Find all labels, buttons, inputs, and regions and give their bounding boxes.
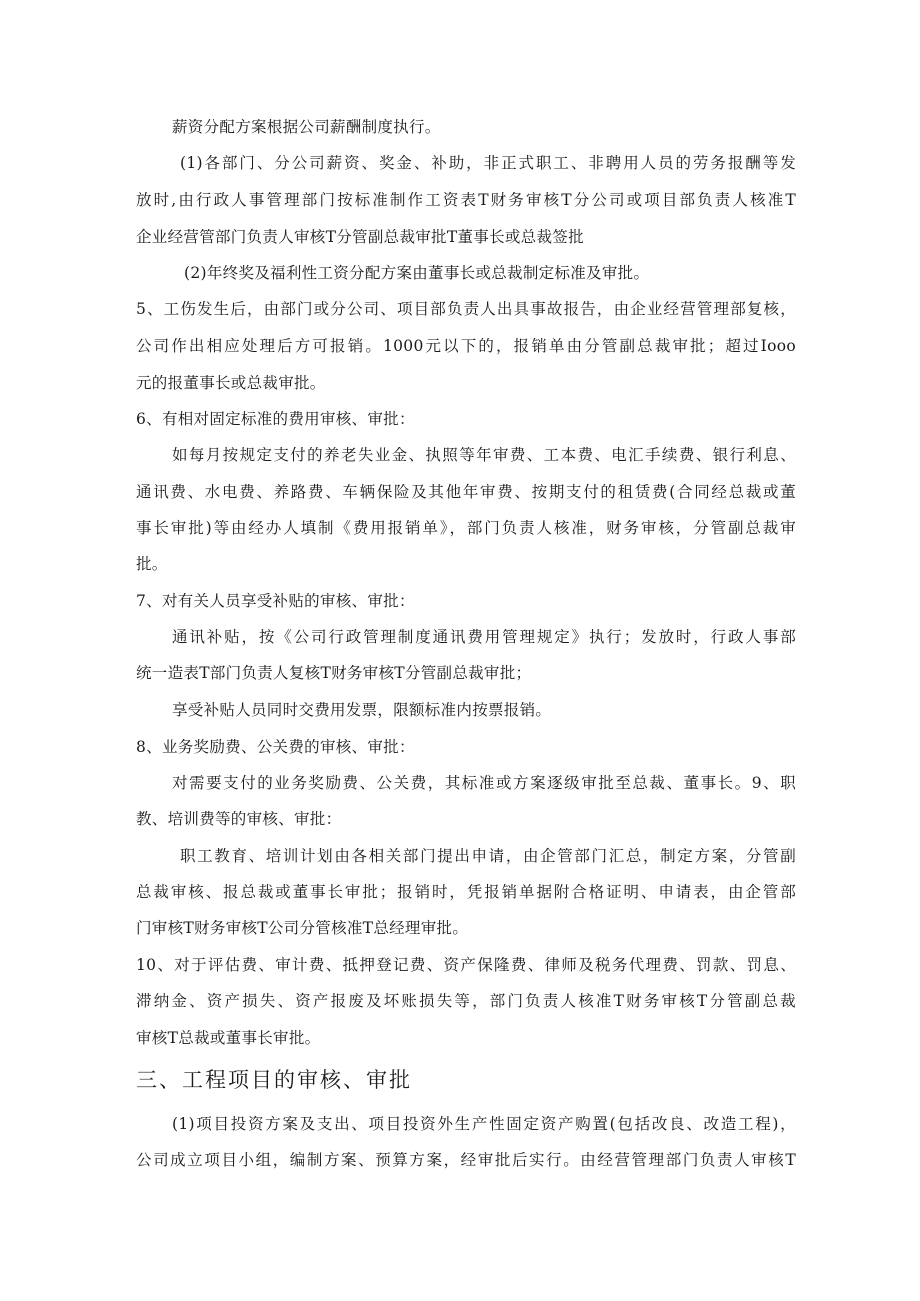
section-heading: 三、工程项目的审核、审批	[136, 1068, 412, 1092]
text-line: 公司作出相应处理后方可报销。1000元以下的，报销单由分管副总裁审批；超过Iooo	[136, 337, 796, 355]
text-line: (1)各部门、分公司薪资、奖金、补助，非正式职工、非聘用人员的劳务报酬等发	[180, 154, 796, 172]
text-line: 事长审批)等由经办人填制《费用报销单》，部门负责人核准，财务审核，分管副总裁审	[136, 519, 796, 537]
text-line: 7、对有关人员享受补贴的审核、审批：	[136, 592, 415, 610]
text-line: 审核T总裁或董事长审批。	[136, 1029, 321, 1047]
text-line: 企业经营管部门负责人审核T分管副总裁审批T董事长或总裁签批	[136, 228, 584, 246]
text-line: 职工教育、培训计划由各相关部门提出申请，由企管部门汇总，制定方案，分管副	[180, 847, 796, 865]
text-line: 享受补贴人员同时交费用发票，限额标准内按票报销。	[172, 701, 552, 719]
text-line: 如每月按规定支付的养老失业金、执照等年审费、工本费、电汇手续费、银行利息、	[172, 446, 796, 464]
text-line: 对需要支付的业务奖励费、公关费，其标准或方案逐级审批至总裁、董事长。9、职	[172, 774, 796, 792]
text-line: 元的报董事长或总裁审批。	[136, 374, 326, 392]
text-line: 滞纳金、资产损失、资产报废及坏账损失等，部门负责人核准T财务审核T分管副总裁	[136, 992, 796, 1010]
text-line: 通讯补贴，按《公司行政管理制度通讯费用管理规定》执行；发放时，行政人事部	[172, 628, 796, 646]
text-line: (1)项目投资方案及支出、项目投资外生产性固定资产购置(包括改良、改造工程)，	[172, 1115, 796, 1133]
text-line: 总裁审核、报总裁或董事长审批；报销时，凭报销单据附合格证明、申请表，由企管部	[136, 883, 796, 901]
text-line: 教、培训费等的审核、审批：	[136, 810, 342, 828]
text-line: (2)年终奖及福利性工资分配方案由董事长或总裁制定标准及审批。	[184, 264, 650, 282]
text-line: 公司成立项目小组，编制方案、预算方案，经审批后实行。由经营管理部门负责人审核T	[136, 1151, 796, 1169]
text-line: 门审核T财务审核T公司分管核准T总经理审批。	[136, 919, 469, 937]
text-line: 6、有相对固定标准的费用审核、审批：	[136, 410, 415, 428]
text-line: 8、业务奖励费、公关费的审核、审批：	[136, 738, 415, 756]
text-line: 5、工伤发生后，由部门或分公司、项目部负责人出具事故报告，由企业经营管理部复核，	[136, 300, 796, 318]
text-line: 薪资分配方案根据公司薪酬制度执行。	[172, 118, 441, 136]
text-line: 批。	[136, 555, 168, 573]
text-line: 统一造表T部门负责人复核T财务审核T分管副总裁审批；	[136, 664, 532, 682]
text-line: 10、对于评估费、审计费、抵押登记费、资产保隆费、律师及税务代理费、罚款、罚息、	[136, 956, 796, 974]
text-line: 放时,由行政人事管理部门按标准制作工资表T财务审核T分公司或项目部负责人核准T	[136, 191, 796, 209]
text-line: 通讯费、水电费、养路费、车辆保险及其他年审费、按期支付的租赁费(合同经总裁或董	[136, 483, 796, 501]
